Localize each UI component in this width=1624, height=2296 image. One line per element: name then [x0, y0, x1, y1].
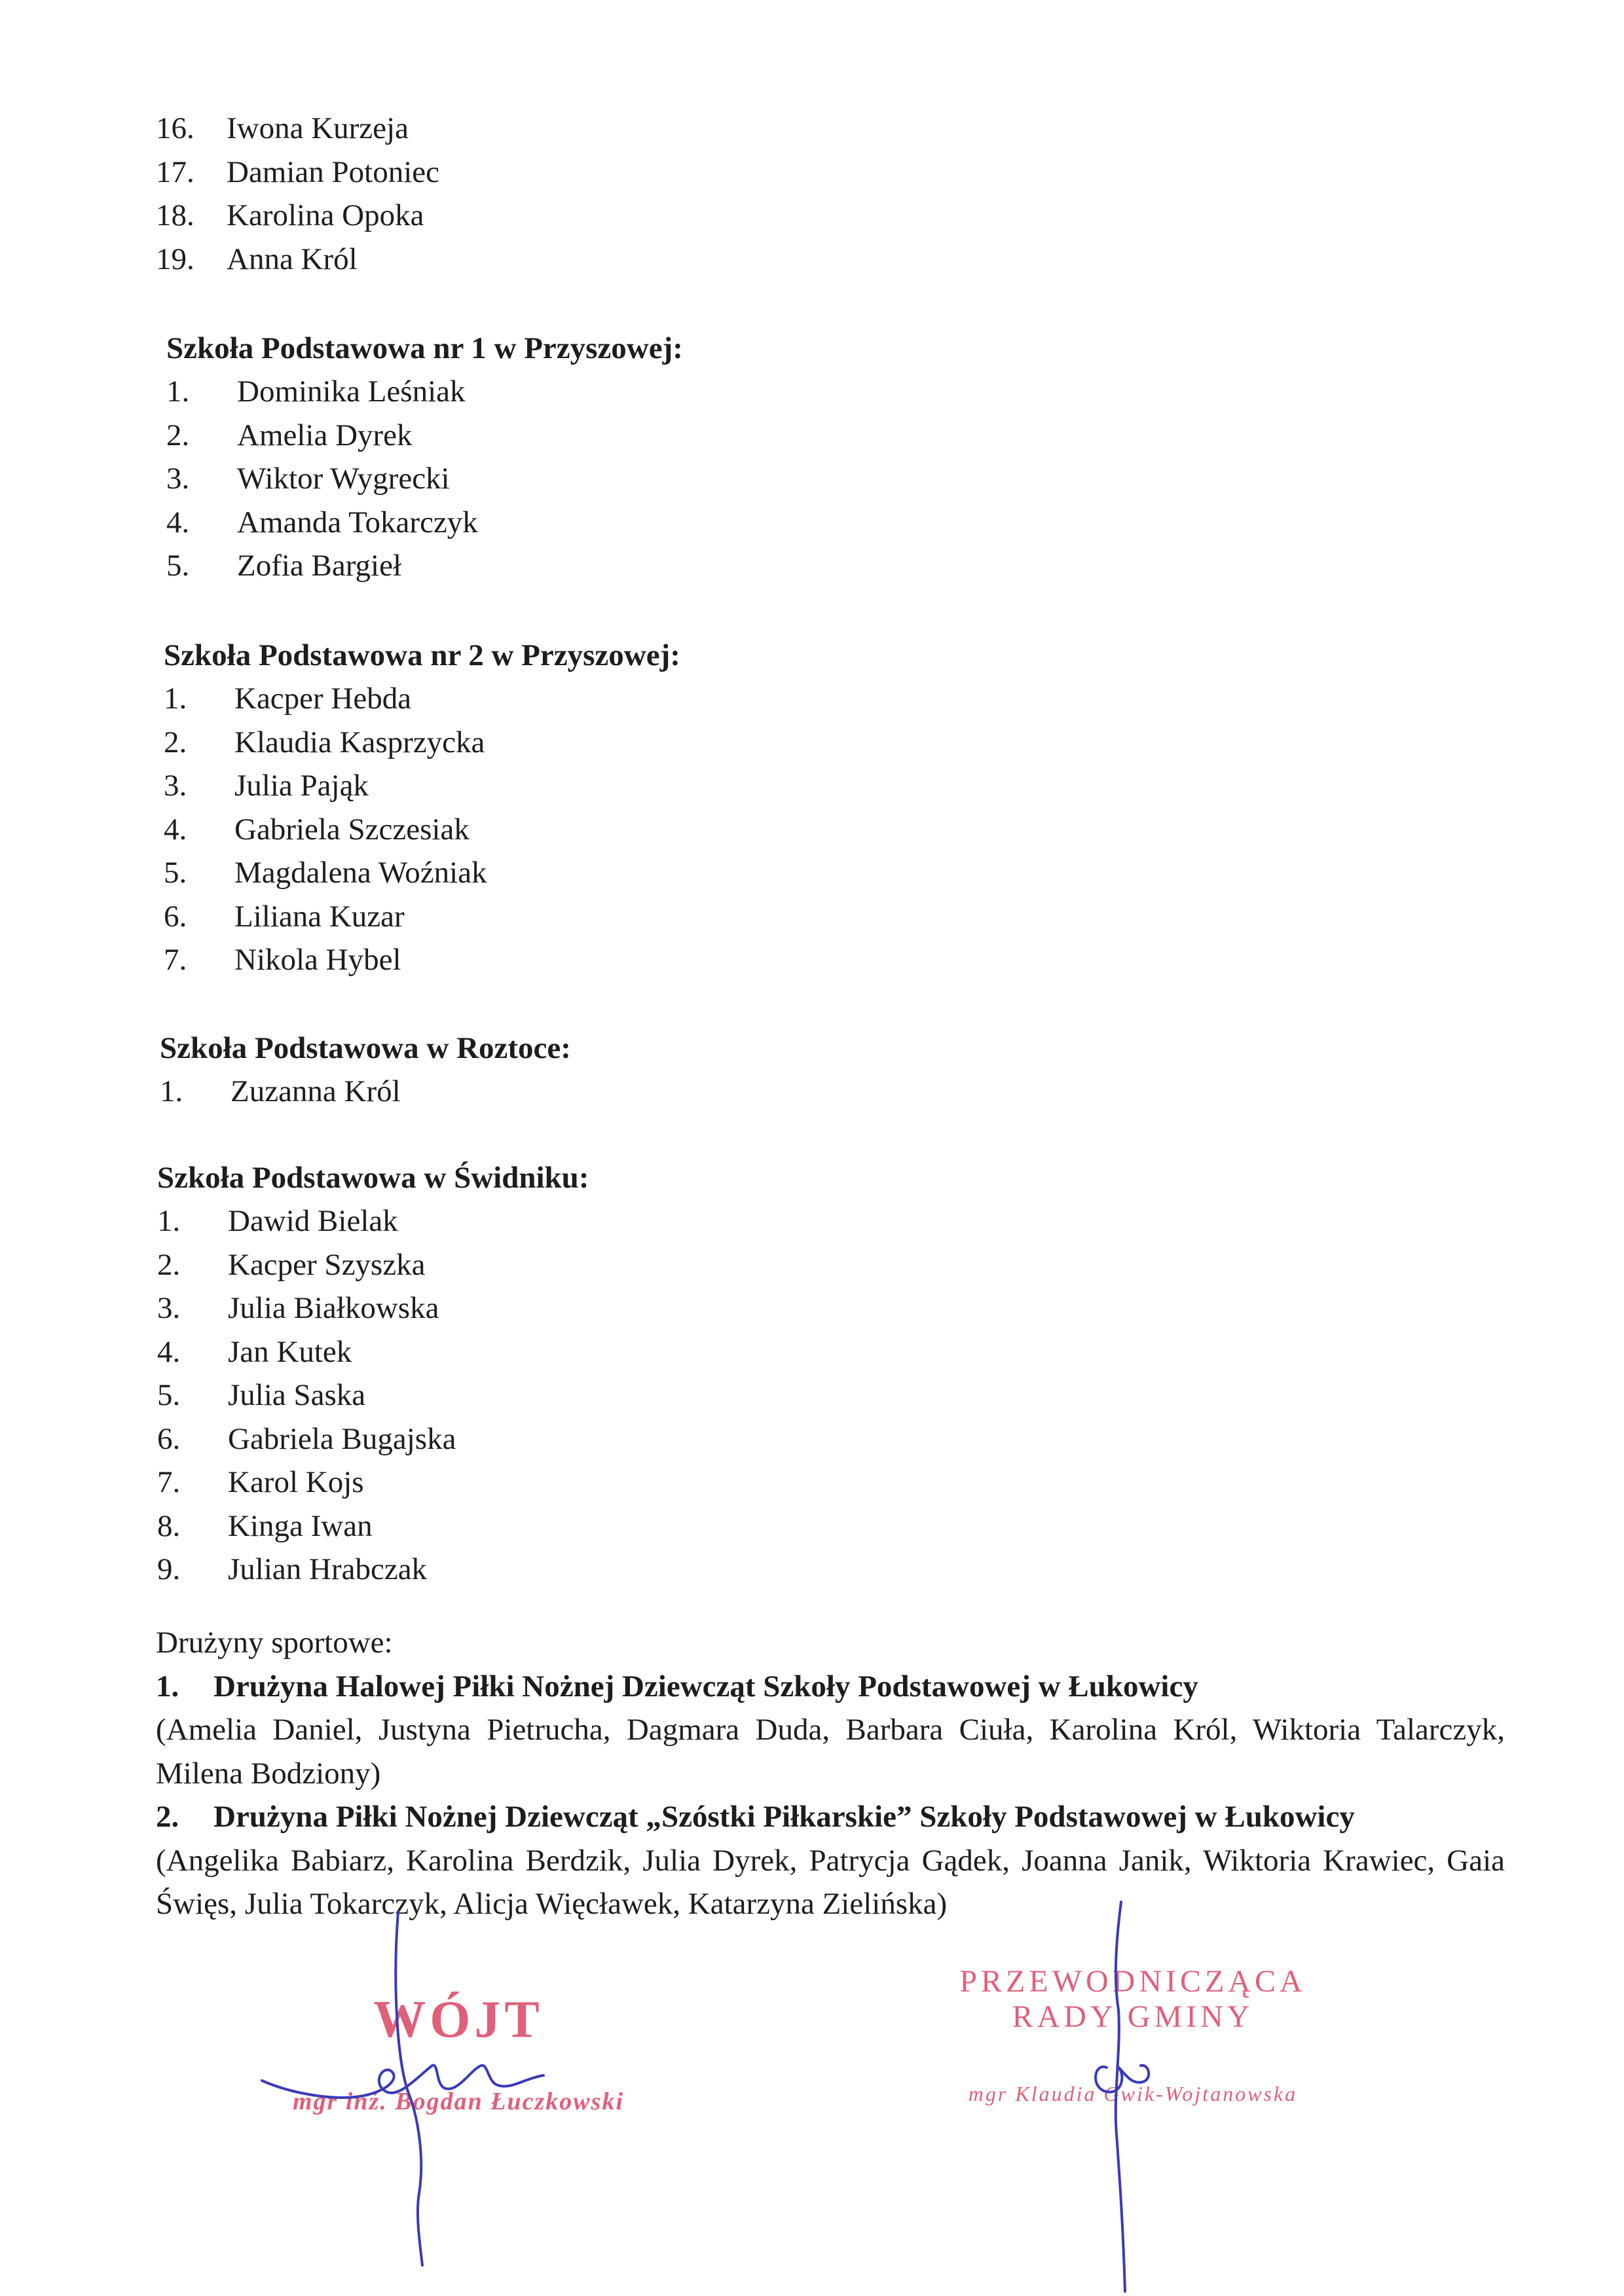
team-number: 1. — [156, 1669, 179, 1704]
student-name: Amanda Tokarczyk — [237, 505, 478, 539]
list-item — [166, 501, 1541, 545]
team-members: (Amelia Daniel, Justyna Pietrucha, Dagmara Duda, Barbara Ciuła, Karolina Król, Wiktoria Talarczyk, Milena Bodziony) — [156, 1713, 1505, 1791]
student-name: Kacper Hebda — [234, 682, 412, 716]
list-item — [160, 1070, 1535, 1114]
list-number: 2. — [157, 1247, 181, 1282]
student-name: Jan Kutek — [228, 1334, 352, 1369]
student-name: Damian Potoniec — [227, 155, 440, 189]
school-heading: Szkoła Podstawowa nr 2 w Przyszowej: — [164, 638, 680, 672]
sports-teams-section — [156, 1621, 1505, 1926]
list-number: 18. — [156, 198, 194, 232]
list-item — [157, 1243, 1532, 1287]
list-number: 4. — [164, 812, 187, 847]
list-number: 7. — [164, 943, 187, 977]
list-number: 7. — [157, 1465, 181, 1499]
school-section-sp2-przyszowa — [164, 634, 1539, 982]
list-item — [157, 1330, 1532, 1374]
list-item — [157, 1199, 1532, 1243]
list-item — [166, 414, 1541, 458]
team-entry — [156, 1665, 1505, 1796]
list-number: 9. — [157, 1552, 181, 1586]
list-number: 1. — [157, 1204, 181, 1238]
list-number: 4. — [157, 1334, 181, 1369]
list-item — [156, 107, 1531, 151]
list-number: 16. — [156, 111, 194, 145]
stamp-title-line2: RADY GMINY — [1012, 1999, 1254, 2034]
team-members: (Angelika Babiarz, Karolina Berdzik, Julia Dyrek, Patrycja Gądek, Joanna Janik, Wiktoria Krawiec, Gaia Święs, Julia Tokarczyk, Alicja Więcławek, Katarzyna Zielińska) — [156, 1843, 1505, 1921]
student-name: Julia Saska — [228, 1378, 366, 1412]
list-number: 5. — [164, 856, 187, 890]
list-item — [157, 1374, 1532, 1417]
wojt-stamp — [262, 1990, 655, 2116]
list-number: 2. — [164, 725, 187, 759]
list-number: 1. — [164, 682, 187, 716]
student-name: Dawid Bielak — [228, 1204, 398, 1238]
list-item — [157, 1286, 1532, 1330]
teams-intro: Drużyny sportowe: — [156, 1626, 393, 1660]
student-name: Zuzanna Król — [231, 1074, 401, 1108]
student-name: Kacper Szyszka — [228, 1247, 426, 1282]
list-number: 19. — [156, 242, 194, 276]
list-item — [164, 808, 1539, 852]
list-number: 3. — [164, 769, 187, 803]
stamp-title-line1: PRZEWODNICZĄCA — [959, 1964, 1306, 1999]
student-name: Iwona Kurzeja — [227, 111, 409, 145]
student-name: Amelia Dyrek — [237, 418, 413, 452]
student-name: Julia Pająk — [234, 769, 369, 803]
list-number: 2. — [166, 418, 190, 452]
handwritten-signatures — [0, 1899, 1624, 2296]
student-name: Anna Król — [227, 242, 358, 276]
list-number: 3. — [166, 462, 190, 496]
team-title — [156, 1665, 1505, 1709]
school-section-sp1-przyszowa — [166, 327, 1541, 588]
list-item — [166, 544, 1541, 588]
list-item — [164, 895, 1539, 939]
school-heading: Szkoła Podstawowa w Świdniku: — [157, 1161, 589, 1195]
student-name: Kinga Iwan — [228, 1508, 373, 1543]
team-title — [156, 1795, 1505, 1839]
list-number: 5. — [157, 1378, 181, 1412]
list-number: 8. — [157, 1508, 181, 1543]
list-item — [157, 1461, 1532, 1504]
list-number: 1. — [160, 1074, 183, 1108]
stamp-name: mgr inż. Bogdan Łuczkowski — [293, 2088, 624, 2115]
list-item — [157, 1548, 1532, 1592]
student-name: Magdalena Woźniak — [234, 856, 487, 890]
student-name: Dominika Leśniak — [237, 374, 466, 409]
school-section-roztoka — [160, 1027, 1535, 1114]
school-heading: Szkoła Podstawowa w Roztoce: — [160, 1031, 571, 1065]
przewodniczaca-stamp — [943, 1964, 1323, 2107]
list-number: 4. — [166, 505, 190, 539]
student-name: Julian Hrabczak — [228, 1552, 428, 1586]
list-number: 3. — [157, 1291, 181, 1325]
stamp-title: WÓJT — [373, 1991, 544, 2049]
list-number: 6. — [164, 899, 187, 934]
student-name: Nikola Hybel — [234, 943, 401, 977]
student-name: Gabriela Szczesiak — [234, 812, 470, 847]
team-name: Drużyna Halowej Piłki Nożnej Dziewcząt Szkoły Podstawowej w Łukowicy — [213, 1669, 1198, 1704]
list-item — [164, 677, 1539, 721]
list-item — [157, 1417, 1532, 1461]
list-item — [164, 721, 1539, 765]
team-number: 2. — [156, 1800, 179, 1834]
list-item — [156, 194, 1531, 238]
continued-student-list — [156, 107, 1531, 281]
school-section-swidnik — [157, 1156, 1532, 1592]
school-heading: Szkoła Podstawowa nr 1 w Przyszowej: — [166, 331, 683, 365]
list-item — [164, 764, 1539, 808]
student-name: Zofia Bargieł — [237, 549, 402, 583]
student-name: Julia Białkowska — [228, 1291, 439, 1325]
student-name: Wiktor Wygrecki — [237, 462, 450, 496]
list-number: 1. — [166, 374, 190, 409]
list-item — [164, 938, 1539, 982]
student-name: Gabriela Bugajska — [228, 1421, 456, 1456]
list-item — [156, 151, 1531, 194]
list-number: 5. — [166, 549, 190, 583]
list-number: 17. — [156, 155, 194, 189]
list-item — [157, 1504, 1532, 1548]
list-item — [156, 238, 1531, 282]
stamp-name: mgr Klaudia Gwik-Wojtanowska — [968, 2082, 1298, 2105]
student-name: Klaudia Kasprzycka — [234, 725, 485, 759]
list-number: 6. — [157, 1421, 181, 1456]
student-name: Karolina Opoka — [227, 198, 424, 232]
team-name: Drużyna Piłki Nożnej Dziewcząt „Szóstki Piłkarskie” Szkoły Podstawowej w Łukowicy — [213, 1800, 1355, 1834]
list-item — [166, 457, 1541, 501]
team-entry — [156, 1795, 1505, 1926]
student-name: Karol Kojs — [228, 1465, 364, 1499]
list-item — [164, 851, 1539, 895]
student-name: Liliana Kuzar — [234, 899, 405, 934]
list-item — [166, 370, 1541, 414]
